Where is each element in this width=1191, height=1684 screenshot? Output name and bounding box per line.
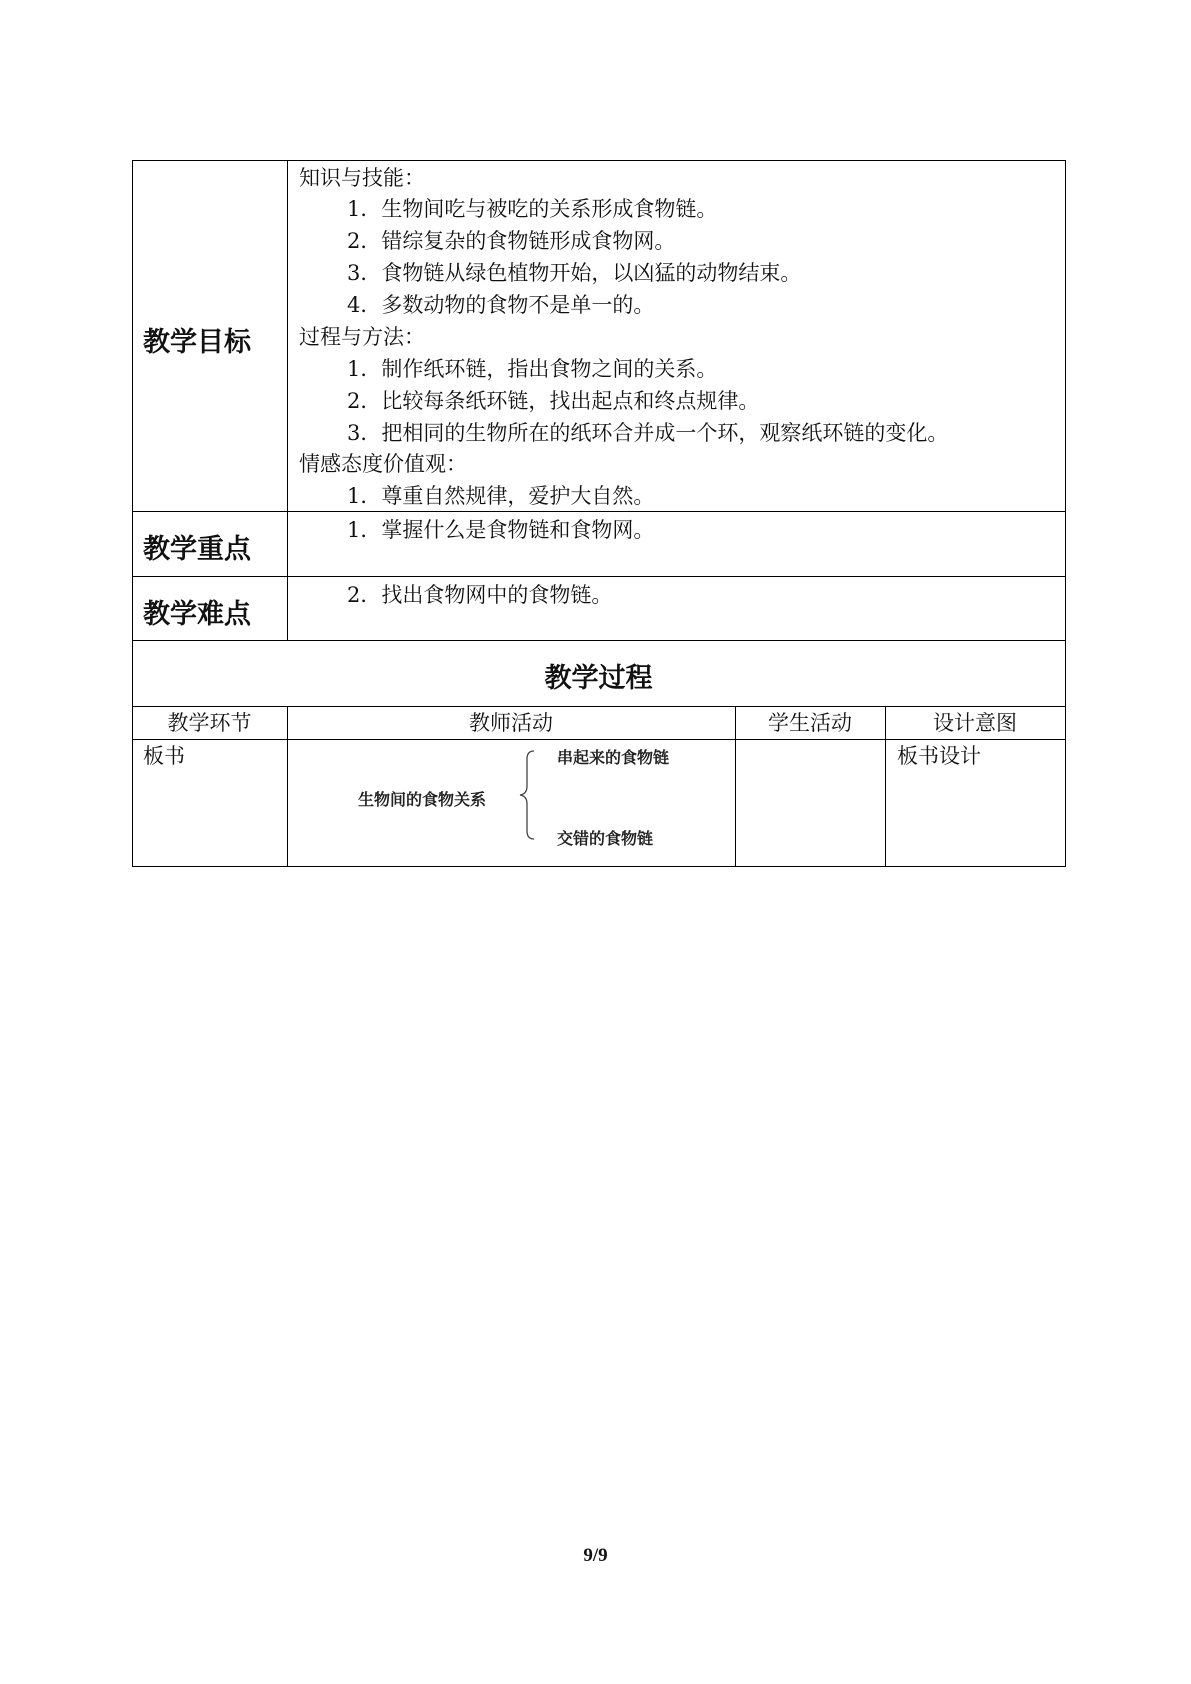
row-border (132, 739, 1065, 740)
objective-line: 2．比较每条纸环链，找出起点和终点规律。 (347, 389, 760, 413)
row-border (132, 706, 1065, 707)
brace-icon (510, 748, 536, 842)
objectives-label: 教学目标 (143, 327, 251, 358)
design-intent-cell: 板书设计 (897, 744, 981, 768)
difficulty-text: 2．找出食物网中的食物链。 (347, 583, 613, 607)
objective-line: 1．生物间吃与被吃的关系形成食物链。 (347, 197, 718, 221)
column-border (1065, 160, 1066, 867)
column-border (287, 160, 288, 641)
diagram-center-label: 生物间的食物关系 (358, 790, 487, 809)
objective-line: 1．尊重自然规律，爱护大自然。 (347, 484, 655, 508)
column-border (132, 160, 133, 867)
process-title: 教学过程 (544, 663, 653, 694)
page-number: 9/9 (583, 1545, 608, 1566)
row-border (132, 576, 1065, 577)
column-header-stage: 教学环节 (167, 711, 252, 735)
diagram-bottom-branch: 交错的食物链 (557, 829, 654, 848)
objective-line: 情感态度价值观： (299, 452, 467, 476)
objective-line: 2．错综复杂的食物链形成食物网。 (347, 229, 676, 253)
row-border (132, 160, 1065, 161)
row-border (132, 866, 1065, 867)
row-border (132, 640, 1065, 641)
objective-line: 1．制作纸环链，指出食物之间的关系。 (347, 357, 718, 381)
key-point-text: 1．掌握什么是食物链和食物网。 (347, 518, 655, 542)
objective-line: 3．食物链从绿色植物开始，以凶猛的动物结束。 (347, 261, 802, 285)
objective-line: 知识与技能： (299, 166, 425, 190)
difficulty-label: 教学难点 (143, 599, 251, 630)
objective-line: 4．多数动物的食物不是单一的。 (347, 293, 655, 317)
objective-line: 3．把相同的生物所在的纸环合并成一个环，观察纸环链的变化。 (347, 421, 949, 445)
stage-cell: 板书 (143, 744, 185, 768)
objective-line: 过程与方法： (299, 325, 425, 349)
column-header-student: 学生活动 (768, 711, 852, 735)
column-header-intent: 设计意图 (933, 711, 1017, 735)
column-header-teacher: 教师活动 (469, 711, 553, 735)
diagram-top-branch: 串起来的食物链 (557, 748, 670, 767)
key-point-label: 教学重点 (143, 534, 251, 565)
